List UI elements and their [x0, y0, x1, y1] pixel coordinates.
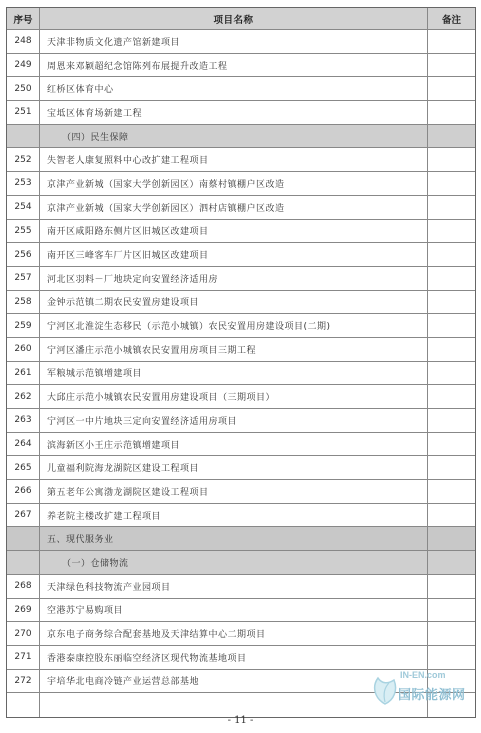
row-remarks: [428, 433, 475, 456]
row-serial-number: 267: [7, 504, 40, 527]
table-row: [7, 622, 475, 646]
row-serial-number: 262: [7, 385, 40, 408]
table-row: [7, 267, 475, 291]
row-project-name: 宇培华北电商冷链产业运营总部基地: [40, 670, 428, 693]
section-row: [7, 551, 475, 575]
row-serial-number: 250: [7, 77, 40, 100]
row-remarks: [428, 125, 475, 148]
row-project-name: 大邱庄示范小城镇农民安置用房建设项目（三期项目）: [40, 385, 428, 408]
row-serial-number: 252: [7, 148, 40, 171]
watermark-name: 国际能源网: [398, 688, 466, 703]
row-project-name: 京东电子商务综合配套基地及天津结算中心二期项目: [40, 622, 428, 645]
row-project-name: 天津非物质文化遗产馆新建项目: [40, 30, 428, 53]
row-serial-number: 255: [7, 220, 40, 243]
row-serial-number: 268: [7, 575, 40, 598]
row-serial-number: 269: [7, 599, 40, 622]
row-remarks: [428, 77, 475, 100]
table-row: [7, 504, 475, 528]
row-remarks: [428, 196, 475, 219]
row-project-name: 南开区三峰客车厂片区旧城区改建项目: [40, 243, 428, 266]
row-project-name: （一）仓储物流: [40, 551, 428, 574]
row-remarks: [428, 30, 475, 53]
row-serial-number: 253: [7, 172, 40, 195]
row-remarks: [428, 646, 475, 669]
table-row: [7, 480, 475, 504]
row-remarks: [428, 409, 475, 432]
row-serial-number: 260: [7, 338, 40, 361]
row-project-name: 京津产业新城（国家大学创新园区）泗村店镇棚户区改造: [40, 196, 428, 219]
row-remarks: [428, 599, 475, 622]
row-serial-number: 249: [7, 54, 40, 77]
row-serial-number: 264: [7, 433, 40, 456]
row-remarks: [428, 172, 475, 195]
row-project-name: 红桥区体育中心: [40, 77, 428, 100]
row-remarks: [428, 338, 475, 361]
row-serial-number: 259: [7, 314, 40, 337]
row-project-name: 宝坻区体育场新建工程: [40, 101, 428, 124]
row-project-name: 香港泰康控股东丽临空经济区现代物流基地项目: [40, 646, 428, 669]
table-row: [7, 433, 475, 457]
row-remarks: [428, 148, 475, 171]
watermark-logo: [370, 668, 474, 708]
header-serial-number: 序号: [7, 8, 40, 29]
row-serial-number: 248: [7, 30, 40, 53]
row-remarks: [428, 267, 475, 290]
table-row: [7, 575, 475, 599]
row-serial-number: 263: [7, 409, 40, 432]
row-project-name: 失智老人康复照料中心改扩建工程项目: [40, 148, 428, 171]
row-project-name: 宁河区一中片地块三定向安置经济适用房项目: [40, 409, 428, 432]
table-row: [7, 362, 475, 386]
row-project-name: 第五老年公寓渤龙湖院区建设工程项目: [40, 480, 428, 503]
row-serial-number: 266: [7, 480, 40, 503]
row-serial-number: 270: [7, 622, 40, 645]
table-header-row: [7, 8, 475, 30]
header-project-name: 项目名称: [40, 8, 428, 29]
table-row: [7, 456, 475, 480]
row-project-name: 天津绿色科技物流产业园项目: [40, 575, 428, 598]
table-row: [7, 599, 475, 623]
row-project-name: 金钟示范镇二期农民安置房建设项目: [40, 291, 428, 314]
table-row: [7, 338, 475, 362]
table-row: [7, 385, 475, 409]
row-serial-number: [7, 551, 40, 574]
table-row: [7, 196, 475, 220]
row-project-name: 儿童福利院海龙湖院区建设工程项目: [40, 456, 428, 479]
row-serial-number: 257: [7, 267, 40, 290]
row-serial-number: [7, 125, 40, 148]
row-project-name: 周恩来邓颖超纪念馆陈列布展提升改造工程: [40, 54, 428, 77]
row-serial-number: 271: [7, 646, 40, 669]
row-project-name: 南开区咸阳路东侧片区旧城区改建项目: [40, 220, 428, 243]
table-body: [7, 30, 475, 717]
table-row: [7, 646, 475, 670]
row-serial-number: 258: [7, 291, 40, 314]
row-remarks: [428, 456, 475, 479]
row-remarks: [428, 243, 475, 266]
row-remarks: [428, 385, 475, 408]
row-remarks: [428, 54, 475, 77]
row-remarks: [428, 575, 475, 598]
table-row: [7, 77, 475, 101]
table-row: [7, 101, 475, 125]
row-remarks: [428, 362, 475, 385]
row-serial-number: 256: [7, 243, 40, 266]
row-serial-number: 261: [7, 362, 40, 385]
page-number: - 11 -: [227, 715, 254, 726]
row-remarks: [428, 551, 475, 574]
row-project-name: 空港苏宁易购项目: [40, 599, 428, 622]
row-project-name: 军粮城示范镇增建项目: [40, 362, 428, 385]
leaf-icon: [370, 672, 400, 706]
row-serial-number: 254: [7, 196, 40, 219]
row-project-name: 养老院主楼改扩建工程项目: [40, 504, 428, 527]
row-project-name: 宁河区北淮淀生态移民（示范小城镇）农民安置用房建设项目(二期): [40, 314, 428, 337]
row-serial-number: 251: [7, 101, 40, 124]
row-remarks: [428, 291, 475, 314]
section-row: [7, 125, 475, 149]
row-serial-number: 272: [7, 670, 40, 693]
row-serial-number: [7, 693, 40, 717]
header-remarks: 备注: [441, 14, 461, 26]
section-row: [7, 527, 475, 551]
row-remarks: [428, 527, 475, 550]
table-row: [7, 314, 475, 338]
row-remarks: [428, 220, 475, 243]
table-row: [7, 409, 475, 433]
project-table: [6, 7, 476, 718]
row-project-name: 滨海新区小王庄示范镇增建项目: [40, 433, 428, 456]
table-row: [7, 291, 475, 315]
watermark-domain: IN-EN.com: [400, 670, 446, 680]
table-row: [7, 148, 475, 172]
row-remarks: [428, 480, 475, 503]
table-row: [7, 54, 475, 78]
row-serial-number: [7, 527, 40, 550]
row-project-name: 京津产业新城（国家大学创新园区）南蔡村镇棚户区改造: [40, 172, 428, 195]
row-remarks: [428, 101, 475, 124]
row-project-name: 五、现代服务业: [40, 527, 428, 550]
row-project-name: （四）民生保障: [40, 125, 428, 148]
table-row: [7, 172, 475, 196]
row-project-name: 宁河区潘庄示范小城镇农民安置用房项目三期工程: [40, 338, 428, 361]
table-row: [7, 220, 475, 244]
table-row: [7, 243, 475, 267]
row-remarks: [428, 622, 475, 645]
table-row: [7, 30, 475, 54]
row-remarks: [428, 314, 475, 337]
row-serial-number: 265: [7, 456, 40, 479]
row-project-name: 河北区羽料－厂地块定向安置经济适用房: [40, 267, 428, 290]
row-remarks: [428, 504, 475, 527]
